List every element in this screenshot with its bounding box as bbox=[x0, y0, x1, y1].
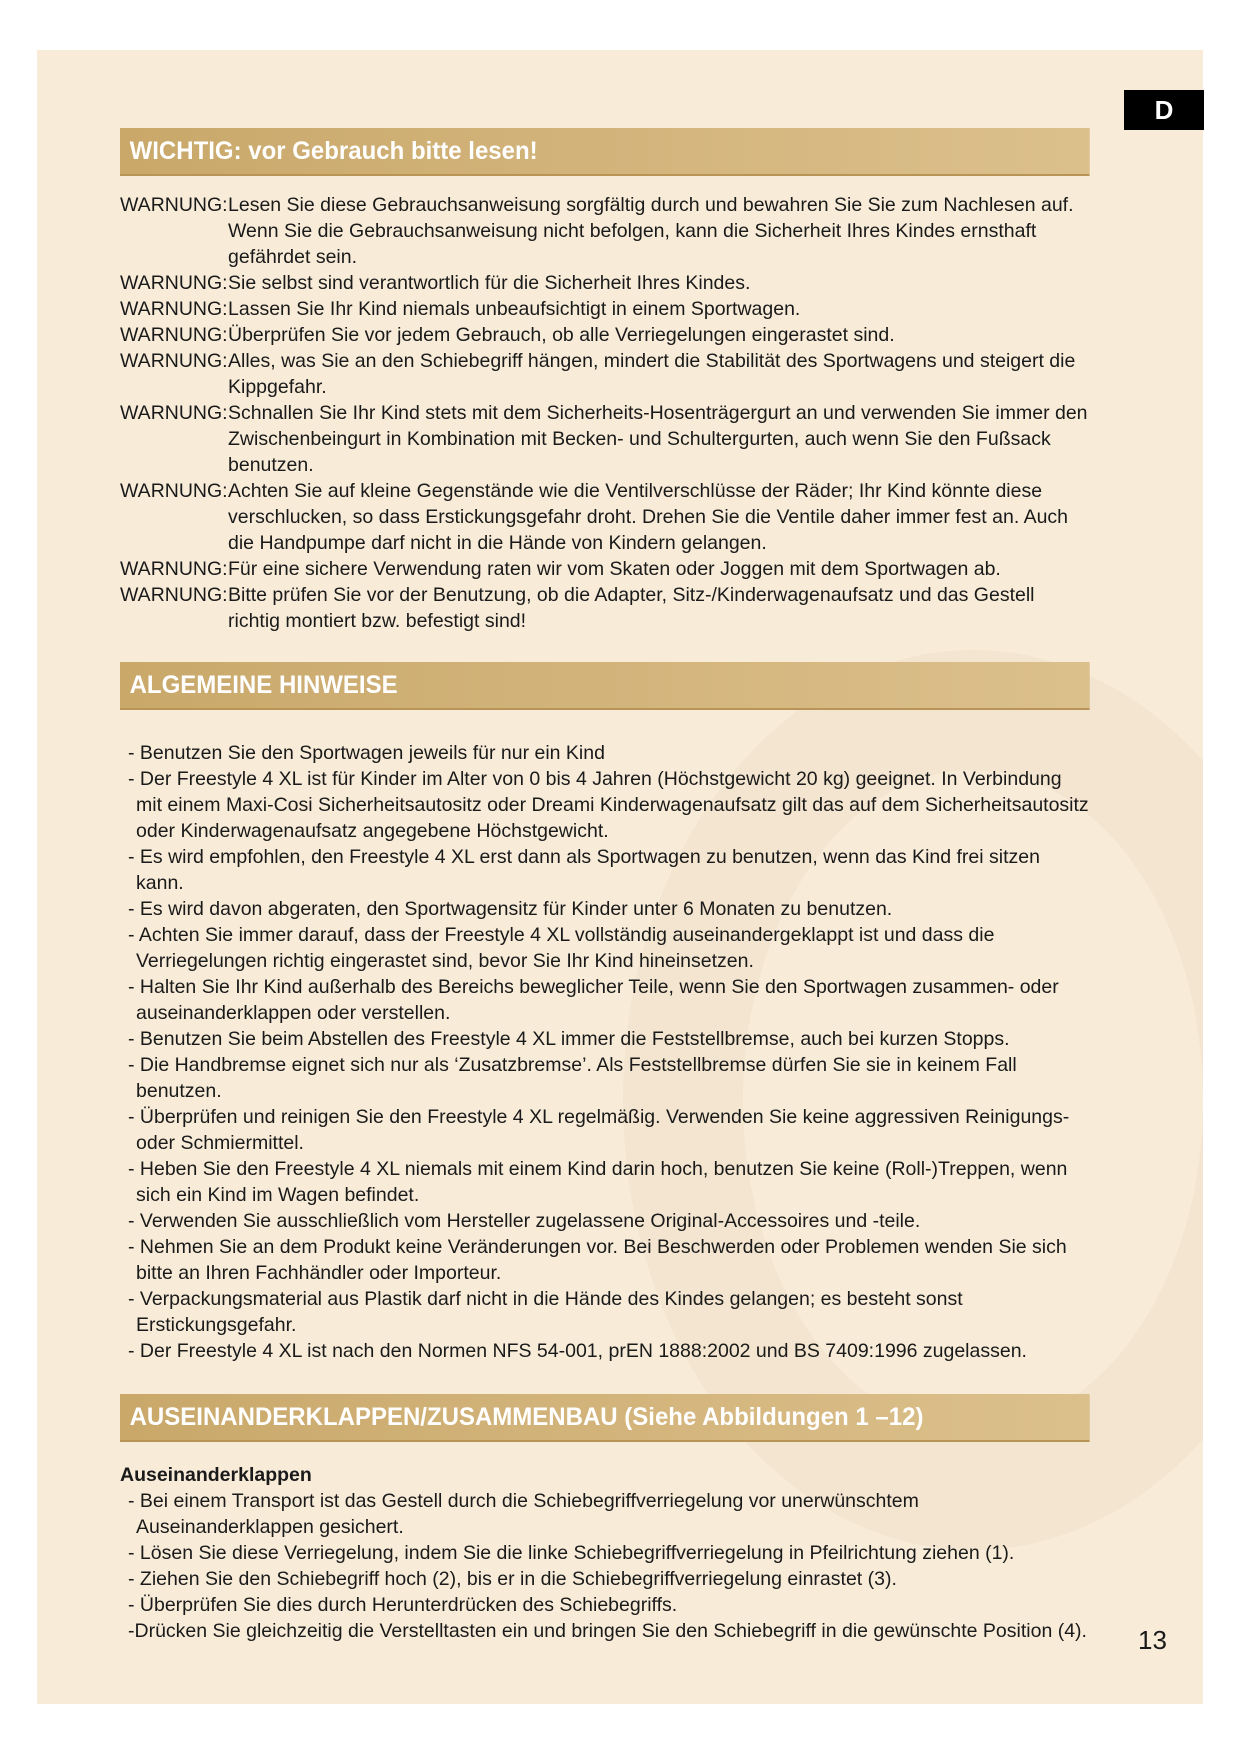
list-item: - Es wird empfohlen, den Freestyle 4 XL erst dann als Sportwagen zu benutzen, wenn das Kind frei sitzen kann. bbox=[128, 846, 1040, 894]
list-item: - Es wird davon abgeraten, den Sportwagensitz für Kinder unter 6 Monaten zu benutzen. bbox=[128, 898, 893, 920]
list-item: -Drücken Sie gleichzeitig die Verstelltasten ein und bringen Sie den Schiebegriff in die gewünschte Position (4). bbox=[128, 1620, 1087, 1642]
warning-text: Lassen Sie Ihr Kind niemals unbeaufsichtigt in einem Sportwagen. bbox=[228, 298, 801, 320]
list-item: - Der Freestyle 4 XL ist nach den Normen NFS 54-001, prEN 1888:2002 und BS 7409:1996 zugelassen. bbox=[128, 1340, 1027, 1362]
list-item: - Überprüfen Sie dies durch Herunterdrücken des Schiebegriffs. bbox=[128, 1594, 678, 1616]
warning-label: WARNUNG: bbox=[120, 350, 228, 372]
warning-label: WARNUNG: bbox=[120, 584, 228, 606]
warning-item bbox=[120, 348, 1090, 400]
warning-item bbox=[120, 556, 1090, 582]
warning-item bbox=[120, 582, 1090, 634]
list-item: - Der Freestyle 4 XL ist für Kinder im Alter von 0 bis 4 Jahren (Höchstgewicht 20 kg) geeignet. In Verbindung mit einem Maxi-Cosi Sicherheitsautositz oder Dreami Kinderwagenaufsatz gilt das auf dem Sicherheitsautositz oder Kinderwagenaufsatz angegebene Höchstgewicht. bbox=[128, 768, 1089, 842]
warning-label: WARNUNG: bbox=[120, 480, 228, 502]
list-item: - Halten Sie Ihr Kind außerhalb des Bereichs beweglicher Teile, wenn Sie den Sportwagen zusammen- oder auseinanderklappen oder verstellen. bbox=[128, 976, 1059, 1024]
warning-item bbox=[120, 322, 1090, 348]
section-header-unfolding-assembly: AUSEINANDERKLAPPEN/ZUSAMMENBAU (Siehe Abbildungen 1 –12) bbox=[120, 1394, 1090, 1440]
warning-text: Überprüfen Sie vor jedem Gebrauch, ob alle Verriegelungen eingerastet sind. bbox=[228, 324, 895, 346]
list-item: - Nehmen Sie an dem Produkt keine Veränderungen vor. Bei Beschwerden oder Problemen wenden Sie sich bitte an Ihren Fachhändler oder Importeur. bbox=[128, 1236, 1067, 1284]
unfolding-steps-list bbox=[120, 1488, 1090, 1644]
language-tab: D bbox=[1124, 90, 1204, 130]
list-item: - Verwenden Sie ausschließlich vom Hersteller zugelassene Original-Accessoires und -teile. bbox=[128, 1210, 921, 1232]
page-number: 13 bbox=[1138, 1625, 1167, 1655]
warning-text: Sie selbst sind verantwortlich für die Sicherheit Ihres Kindes. bbox=[228, 272, 751, 294]
list-item: - Ziehen Sie den Schiebegriff hoch (2), bis er in die Schiebegriffverriegelung einrastet (3). bbox=[128, 1568, 897, 1590]
warning-label: WARNUNG: bbox=[120, 194, 228, 216]
list-item: - Achten Sie immer darauf, dass der Freestyle 4 XL vollständig auseinandergeklappt ist und dass die Verriegelungen richtig eingerastet sind, bevor Sie Ihr Kind hineinsetzen. bbox=[128, 924, 995, 972]
list-item: - Benutzen Sie beim Abstellen des Freestyle 4 XL immer die Feststellbremse, auch bei kurzen Stopps. bbox=[128, 1028, 1010, 1050]
warning-text: Lesen Sie diese Gebrauchsanweisung sorgfältig durch und bewahren Sie Sie zum Nachlesen auf. Wenn Sie die Gebrauchsanweisung nicht befolgen, kann die Sicherheit Ihres Kindes ernsthaft gefährdet sein. bbox=[228, 194, 1074, 268]
warning-text: Bitte prüfen Sie vor der Benutzung, ob die Adapter, Sitz-/Kinderwagenaufsatz und das Gestell richtig montiert bzw. befestigt sind! bbox=[228, 584, 1035, 632]
list-item: - Benutzen Sie den Sportwagen jeweils für nur ein Kind bbox=[128, 742, 605, 764]
list-item: - Lösen Sie diese Verriegelung, indem Sie die linke Schiebegriffverriegelung in Pfeilrichtung ziehen (1). bbox=[128, 1542, 1015, 1564]
subsection-title-unfolding: Auseinanderklappen bbox=[120, 1464, 312, 1486]
warning-label: WARNUNG: bbox=[120, 324, 228, 346]
warning-item bbox=[120, 192, 1090, 270]
general-notes-list bbox=[120, 740, 1090, 1364]
warning-item bbox=[120, 296, 1090, 322]
list-item: - Überprüfen und reinigen Sie den Freestyle 4 XL regelmäßig. Verwenden Sie keine aggressiven Reinigungs- oder Schmiermittel. bbox=[128, 1106, 1070, 1154]
list-item: - Bei einem Transport ist das Gestell durch die Schiebegriffverriegelung vor unerwünschtem Auseinanderklappen gesichert. bbox=[128, 1490, 919, 1538]
warning-text: Für eine sichere Verwendung raten wir vom Skaten oder Joggen mit dem Sportwagen ab. bbox=[228, 558, 1001, 580]
warning-text: Schnallen Sie Ihr Kind stets mit dem Sicherheits-Hosenträgergurt an und verwenden Sie immer den Zwischenbeingurt in Kombination mit Becken- und Schultergurten, auch wenn Sie den Fußsack benutzen. bbox=[228, 402, 1088, 476]
warnings-list bbox=[120, 192, 1090, 634]
warning-item bbox=[120, 270, 1090, 296]
document-content bbox=[120, 128, 1090, 1644]
warning-text: Achten Sie auf kleine Gegenstände wie die Ventilverschlüsse der Räder; Ihr Kind könnte diese verschlucken, so dass Erstickungsgefahr droht. Drehen Sie die Ventile daher immer fest an. Auch die Handpumpe darf nicht in die Hände von Kindern gelangen. bbox=[228, 480, 1069, 554]
warning-label: WARNUNG: bbox=[120, 558, 228, 580]
section-header-general-notes: ALGEMEINE HINWEISE bbox=[120, 662, 1090, 708]
warning-item bbox=[120, 478, 1090, 556]
warning-label: WARNUNG: bbox=[120, 272, 228, 294]
warning-label: WARNUNG: bbox=[120, 402, 228, 424]
section-header-important: WICHTIG: vor Gebrauch bitte lesen! bbox=[120, 128, 1090, 174]
list-item: - Verpackungsmaterial aus Plastik darf nicht in die Hände des Kindes gelangen; es besteht sonst Erstickungsgefahr. bbox=[128, 1288, 963, 1336]
warning-item bbox=[120, 400, 1090, 478]
warning-label: WARNUNG: bbox=[120, 298, 228, 320]
list-item: - Heben Sie den Freestyle 4 XL niemals mit einem Kind darin hoch, benutzen Sie keine (Roll-)Treppen, wenn sich ein Kind im Wagen befindet. bbox=[128, 1158, 1068, 1206]
list-item: - Die Handbremse eignet sich nur als ‘Zusatzbremse’. Als Feststellbremse dürfen Sie sie in keinem Fall benutzen. bbox=[128, 1054, 1017, 1102]
warning-text: Alles, was Sie an den Schiebegriff hängen, mindert die Stabilität des Sportwagens und steigert die Kippgefahr. bbox=[228, 350, 1076, 398]
